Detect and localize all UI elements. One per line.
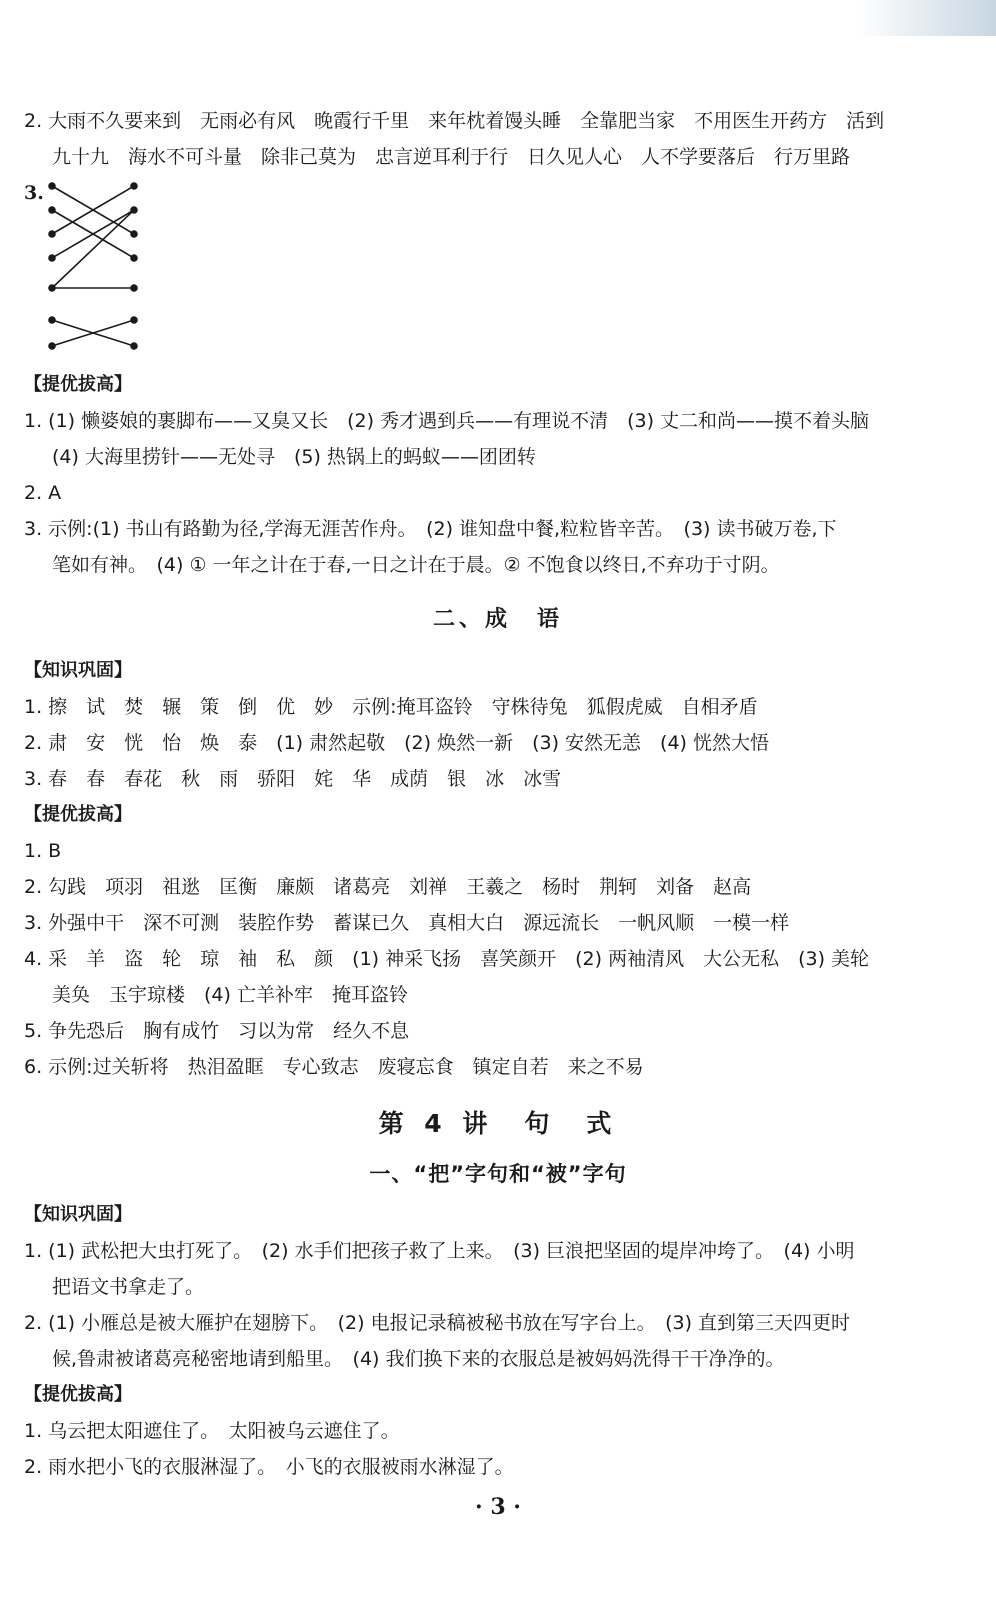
q2-answer-line2: 九十九 海水不可斗量 除非己莫为 忠言逆耳利于行 日久见人心 人不学要落后 行万里路	[52, 146, 851, 168]
sentences-t1: 1. 乌云把太阳遮住了。 太阳被乌云遮住了。	[24, 1420, 400, 1442]
improve1-a1-line1: 1. (1) 懒婆娘的裹脚布——又臭又长 (2) 秀才遇到兵——有理说不清 (3) 丈二和尚——摸不着头脑	[24, 410, 870, 432]
idioms-t4-line2: 美奂 玉宇琼楼 (4) 亡羊补牢 掩耳盗铃	[52, 984, 408, 1006]
improve1-a3-line1: 3. 示例:(1) 书山有路勤为径,学海无涯苦作舟。 (2) 谁知盘中餐,粒粒皆辛苦。 (3) 读书破万卷,下	[24, 518, 837, 540]
scan-corner-shading	[856, 0, 996, 36]
matching-lines-diagram	[24, 180, 144, 355]
improve1-a3-line2: 笔如有神。 (4) ① 一年之计在于春,一日之计在于晨。② 不饱食以终日,不弃功于寸阴。	[52, 554, 780, 576]
lecture-subtitle: 一、“把”字句和“被”字句	[369, 1162, 627, 1186]
idioms-t4-line1: 4. 采 羊 盗 轮 琼 袖 私 颜 (1) 神采飞扬 喜笑颜开 (2) 两袖清风 大公无私 (3) 美轮	[24, 948, 870, 970]
idioms-t1: 1. B	[24, 840, 62, 862]
section-tag-improve-2: 【提优拔高】	[24, 804, 132, 825]
section-tag-improve-1: 【提优拔高】	[24, 374, 132, 395]
sentences-t2: 2. 雨水把小飞的衣服淋湿了。 小飞的衣服被雨水淋湿了。	[24, 1456, 514, 1478]
idioms-k1: 1. 擦 试 焚 辗 策 倒 优 妙 示例:掩耳盗铃 守株待兔 狐假虎威 自相矛盾	[24, 696, 758, 718]
section-tag-knowledge-4: 【知识巩固】	[24, 1204, 132, 1225]
section-tag-improve-4: 【提优拔高】	[24, 1384, 132, 1405]
section-tag-knowledge-2: 【知识巩固】	[24, 660, 132, 681]
sentences-k2-line1: 2. (1) 小雁总是被大雁护在翅膀下。 (2) 电报记录稿被秘书放在写字台上。 (3) 直到第三天四更时	[24, 1312, 851, 1334]
sentences-k2-line2: 候,鲁肃被诸葛亮秘密地请到船里。 (4) 我们换下来的衣服总是被妈妈洗得干干净净的。	[52, 1348, 785, 1370]
page-number: · 3 ·	[475, 1494, 521, 1520]
q2-answer-line1: 2. 大雨不久要来到 无雨必有风 晚霞行千里 来年枕着馒头睡 全靠肥当家 不用医生开药方 活到	[24, 110, 885, 132]
idioms-k2: 2. 肃 安 恍 怡 焕 泰 (1) 肃然起敬 (2) 焕然一新 (3) 安然无恙 (4) 恍然大悟	[24, 732, 769, 754]
section-title-idioms: 二、成 语	[432, 607, 563, 632]
sentences-k1-line1: 1. (1) 武松把大虫打死了。 (2) 水手们把孩子救了上来。 (3) 巨浪把坚固的堤岸冲垮了。 (4) 小明	[24, 1240, 855, 1262]
idioms-t5: 5. 争先恐后 胸有成竹 习以为常 经久不息	[24, 1020, 410, 1042]
q3-label: 3.	[24, 182, 44, 204]
idioms-t3: 3. 外强中干 深不可测 装腔作势 蓄谋已久 真相大白 源远流长 一帆风顺 一模一样	[24, 912, 790, 934]
idioms-t6: 6. 示例:过关斩将 热泪盈眶 专心致志 废寝忘食 镇定自若 来之不易	[24, 1056, 644, 1078]
improve1-a2: 2. A	[24, 482, 62, 504]
lecture-title: 第 4 讲 句 式	[378, 1109, 618, 1138]
sentences-k1-line2: 把语文书拿走了。	[52, 1276, 205, 1298]
idioms-k3: 3. 春 春 春花 秋 雨 骄阳 姹 华 成荫 银 冰 冰雪	[24, 768, 562, 790]
idioms-t2: 2. 勾践 项羽 祖逖 匡衡 廉颇 诸葛亮 刘禅 王羲之 杨时 荆轲 刘备 赵高	[24, 876, 752, 898]
improve1-a1-line2: (4) 大海里捞针——无处寻 (5) 热锅上的蚂蚁——团团转	[52, 446, 536, 468]
